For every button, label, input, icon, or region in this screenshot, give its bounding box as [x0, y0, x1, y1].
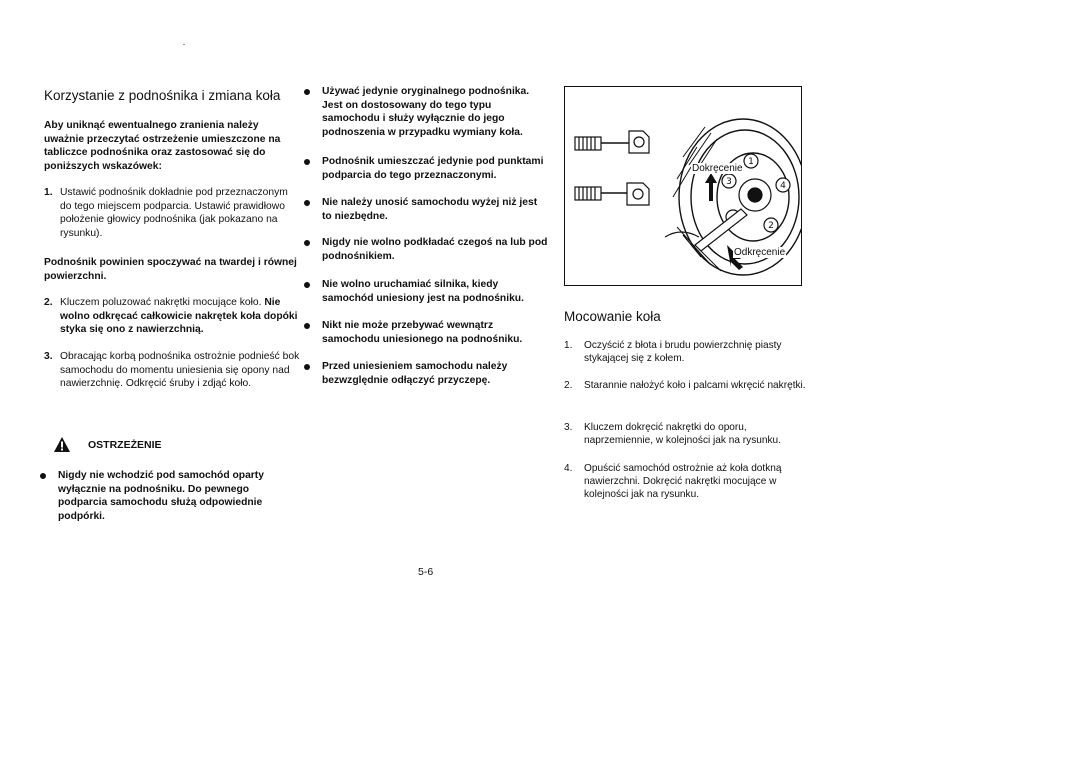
step-text: Kluczem dokręcić nakrętki do oporu, naprzemiennie, w kolejności jak na rysunku.	[584, 422, 781, 446]
bullet-text: Przed uniesieniem samochodu należy bezwzględnie odłączyć przyczepę.	[322, 361, 508, 386]
nut-number-4: 4	[780, 181, 786, 191]
mount-step-3	[564, 421, 808, 447]
bullet-text: Nigdy nie wolno podkładać czegoś na lub pod podnośnikiem.	[322, 237, 548, 262]
step-3	[44, 350, 300, 391]
bullet-dot	[302, 155, 322, 182]
bullet-dot	[302, 236, 322, 263]
step-text: Opuścić samochód ostrożnie aż koła dotkną nawierzchni. Dokręcić nakrętki mocujące w kolejności jak na rysunku.	[584, 463, 782, 500]
bullet-text: Używać jedynie oryginalnego podnośnika. Jest on dostosowany do tego typu samochodu i służy wyłącznie do jego podnoszenia w przypadku wymiany koła.	[322, 86, 530, 138]
warning-header	[54, 437, 162, 452]
label-loosen: Odkręcenie	[734, 247, 786, 258]
warning-bullet	[38, 469, 300, 523]
bullet-text: Nikt nie może przebywać wewnątrz samochodu uniesionego na podnośniku.	[322, 320, 523, 345]
step-2-warning: Nie wolno odkręcać całkowicie nakrętek koła dopóki styka się ono z nawierzchnią.	[60, 297, 298, 335]
mount-step-4	[564, 462, 808, 501]
bullet-text: Nie wolno uruchamiać silnika, kiedy samochód uniesiony jest na podnośniku.	[322, 279, 524, 304]
bullet-dot	[38, 469, 58, 523]
caution-bullet-6	[302, 319, 548, 346]
bolt-upper	[575, 131, 649, 153]
step-number: 2.	[44, 297, 53, 308]
section-title-mounting: Mocowanie koła	[564, 309, 661, 324]
bullet-dot	[302, 85, 322, 139]
bullet-dot	[302, 360, 322, 387]
step-text	[60, 296, 300, 337]
bullet-text: Podnośnik umieszczać jedynie pod punktami podparcia do tego przeznaczonymi.	[322, 156, 544, 181]
warning-title: OSTRZEŻENIE	[88, 438, 162, 451]
step-text: Obracając korbą podnośnika ostrożnie podnieść bok samochodu do momentu uniesienia się opony nad nawierzchnię. Odkręcić śruby i zdjąć koło.	[60, 351, 300, 389]
nut-number-1: 1	[748, 157, 754, 167]
mount-step-2	[564, 379, 808, 392]
wheel-nut-figure	[564, 86, 802, 286]
step-number: 1.	[44, 187, 53, 198]
label-tighten: Dokręcenie	[692, 163, 743, 174]
section-title-jack: Korzystanie z podnośnika i zmiana koła	[44, 88, 281, 103]
bullet-dot	[302, 319, 322, 346]
step-number: 3.	[44, 351, 53, 362]
step-number: 2.	[564, 380, 573, 391]
bullet-text: Nie należy unosić samochodu wyżej niż jest to niezbędne.	[322, 197, 538, 222]
caution-bullet-1	[302, 85, 548, 139]
bolt-lower	[575, 183, 649, 205]
step-number: 4.	[564, 463, 573, 474]
step-1	[44, 186, 300, 240]
scan-mark	[183, 44, 185, 45]
caution-bullet-5	[302, 278, 548, 305]
caution-bullet-7	[302, 360, 548, 387]
step-text: Starannie nałożyć koło i palcami wkręcić nakrętki.	[584, 380, 806, 391]
caution-bullet-2	[302, 155, 548, 182]
bullet-dot	[302, 196, 322, 223]
bullet-text: Nigdy nie wchodzić pod samochód oparty wyłącznie na podnośniku. Do pewnego podparcia samochodu służą odpowiednie podpórki.	[58, 470, 264, 522]
bullet-dot	[302, 278, 322, 305]
caution-bullet-4	[302, 236, 548, 263]
step-text: Ustawić podnośnik dokładnie pod przeznaczonym do tego miejscem podparcia. Ustawić prawidłowo położenie głowicy podnośnika (jak pokazano na rysunku).	[60, 187, 288, 239]
step-text: Oczyścić z błota i brudu powierzchnię piasty stykającej się z kołem.	[584, 340, 782, 364]
jack-surface-note: Podnośnik powinien spoczywać na twardej i równej powierzchni.	[44, 257, 297, 282]
nut-number-2: 2	[768, 221, 774, 231]
nut-number-3: 3	[726, 177, 732, 187]
intro-paragraph: Aby uniknąć ewentualnego zranienia należy uważnie przeczytać ostrzeżenie umieszczone na tabliczce podnośnika oraz zastosować się do poniższych wskazówek:	[44, 120, 281, 172]
caution-bullet-3	[302, 196, 548, 223]
page-number: 5-6	[418, 566, 434, 578]
warning-triangle-icon	[54, 437, 70, 452]
step-2-text: Kluczem poluzować nakrętki mocujące koło.	[60, 297, 262, 308]
mount-step-1	[564, 339, 808, 365]
step-number: 3.	[564, 422, 573, 433]
step-2	[44, 296, 300, 337]
step-number: 1.	[564, 340, 573, 351]
